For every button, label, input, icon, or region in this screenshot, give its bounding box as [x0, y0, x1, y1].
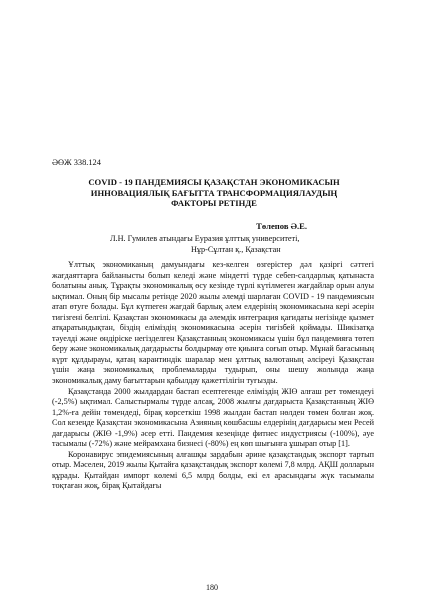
page-number: 180 [206, 583, 218, 592]
udc-code: ӘӨЖ 338.124 [52, 158, 101, 167]
affiliation-line-2: Нұр-Сұлтан қ., Қазақстан [191, 244, 281, 254]
affiliation-line-1: Л.Н. Гумилев атындағы Еуразия ұлттық университеті, [110, 234, 300, 243]
author-affiliation [52, 234, 376, 255]
body-paragraph-3: Коронавирус эпидемиясының алғашқы зардабын әрине қазақстандық экспорт тартып отыр. Мәселен, 2019 жылы Қытайға қазақстандық экспорт көлемі 7,8 млрд. АҚШ долларын құрады. Қытайдан импорт көлемі 6,5 млрд болды, екі ел арасындағы жүк тасымалы тоқтаған жоқ, бірақ Қытайдағы [52, 449, 374, 491]
title-line-1: COVID - 19 ПАНДЕМИЯСЫ ҚАЗАҚСТАН ЭКОНОМИКАСЫН [88, 177, 340, 187]
title-line-2: ИННОВАЦИЯЛЫҚ БАҒЫТТА ТРАНСФОРМАЦИЯЛАУДЫҢ [90, 187, 338, 198]
author-name: Төлепов Ә.Е. [256, 221, 307, 231]
article-body [52, 260, 374, 492]
body-paragraph-2: Қазақстанда 2000 жылдардан бастап есептегенде еліміздің ЖІӨ алғаш рет төмендеуі (-2,5%) ықтимал. Салыстырмалы түрде алсақ, 2008 жылғы дағдарыста Қазақстанның ЖІӨ 1,2%-ға дейін төмендеді, бірақ көрсеткіш 1998 жылдан бастап нөлден төмен болған жоқ. Сол кезеңде Қазақстан экономикасына Азияның көшбасшы елдерінің дағдарысы мен Ресей дағдарысы (ЖІӨ -1,9%) әсер етті. Пандемия кезеңінде фитнес индустриясы (-100%), әуе тасымалы (-72%) және мейрамхана бизнесі (-80%) ең көп шығынға ұшырап отыр [1]. [52, 386, 374, 449]
title-line-3: ФАКТОРЫ РЕТІНДЕ [171, 198, 257, 209]
body-paragraph-1: Ұлттық экономиканың дамуындағы кез-келген өзгерістер дәл қазіргі сәттегі жағдаяттарға байланысты болып келеді және міндетті түрде себеп-салдарлық қатынаста болатыны анық. Тұрақты экономикалық өсу кезінде түрлі күтілмеген жағдайлар орын алуы ықтимал. Оның бір мысалы ретінде 2020 жылы әлемді шарлаған COVID - 19 пандемиясын атап өтуге болады. Бұл күтпеген жағдай барлық әлем елдерінің экономикасына кері әсерін тигізгені белгілі. Қазақстан экономикасы да әлемдік интеграция қағидаты негізінде қызмет атқаратындықтан, біздің еліміздің экономикасына әсерін тигізбей қоймады. Шикізатқа тәуелді және өндіріске негізделген Қазақстанның экономикасы үшін бұл пандемияға төтеп беру және экономикалық дағдарысты болдырмау өте қиынға соғып отыр. Мұнай бағасының күрт құлдырауы, қатаң карантиндік шаралар мен ұлттық валютаның әлсіреуі Қазақстан үшін жаңа экономикалық проблемаларды тудырып, оны шешу жолында жаңа экономикалық даму бағыттарын қабылдау қажеттілігін туғызды. [52, 260, 374, 386]
article-title [52, 177, 376, 209]
